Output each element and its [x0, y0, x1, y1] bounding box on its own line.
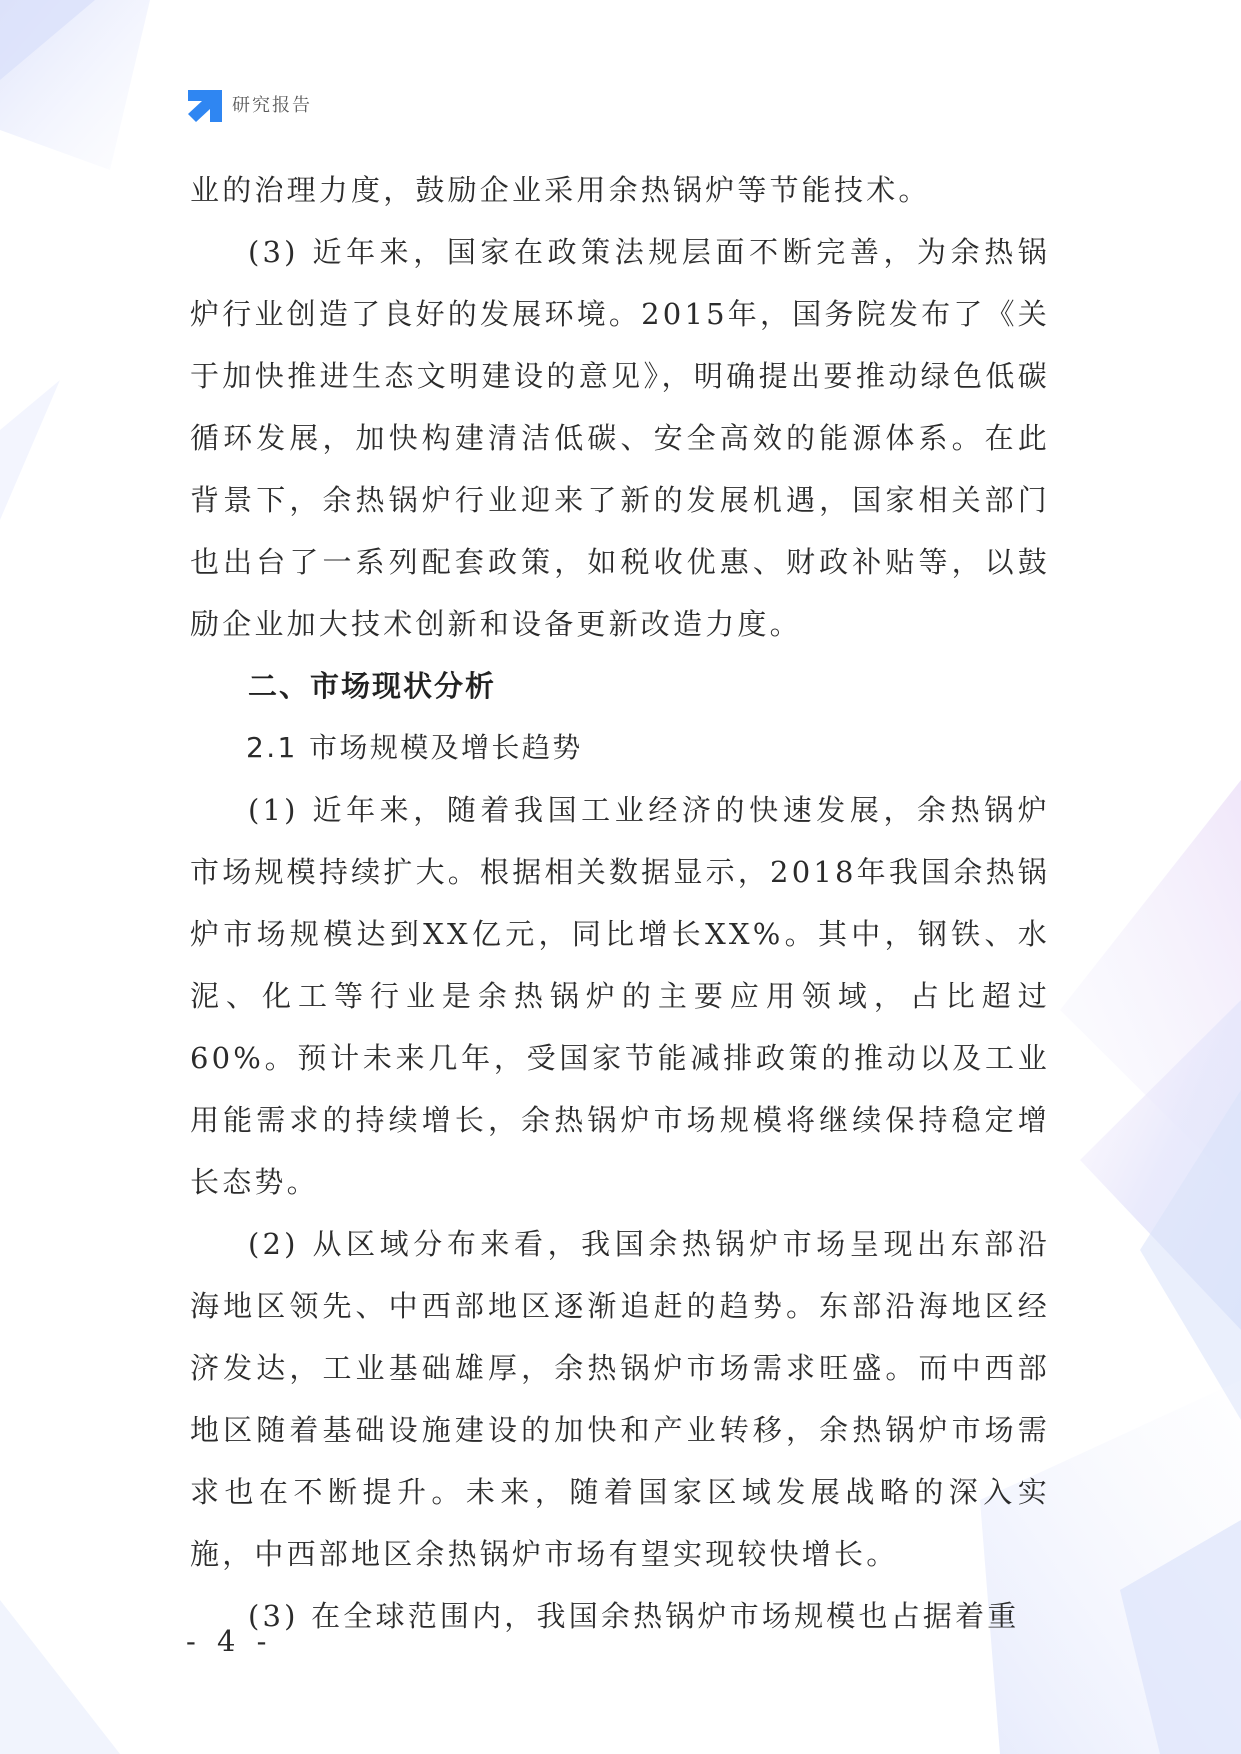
section-heading: 二、市场现状分析	[248, 669, 497, 703]
paragraph-global: (3) 在全球范围内，我国余热锅炉市场规模也占据着重	[248, 1599, 1020, 1633]
document-body	[190, 159, 1050, 1647]
report-header	[188, 88, 312, 124]
paragraph-policy: (3) 近年来，国家在政策法规层面不断完善，为余热锅炉行业创造了良好的发展环境。2015年，国务院发布了《关于加快推进生态文明建设的意见》，明确提出要推动绿色低碳循环发展，加快构建清洁低碳、安全高效的能源体系。在此背景下，余热锅炉行业迎来了新的发展机遇，国家相关部门也出台了一系列配套政策，如税收优惠、财政补贴等，以鼓励企业加大技术创新和设备更新改造力度。	[190, 235, 1050, 641]
paragraph-market-size: (1) 近年来，随着我国工业经济的快速发展，余热锅炉市场规模持续扩大。根据相关数据显示，2018年我国余热锅炉市场规模达到XX亿元，同比增长XX%。其中，钢铁、水泥、化工等行业是余热锅炉的主要应用领域，占比超过60%。预计未来几年，受国家节能减排政策的推动以及工业用能需求的持续增长，余热锅炉市场规模将继续保持稳定增长态势。	[190, 793, 1050, 1199]
header-title: 研究报告	[232, 95, 312, 116]
paragraph-regional: (2) 从区域分布来看，我国余热锅炉市场呈现出东部沿海地区领先、中西部地区逐渐追赶的趋势。东部沿海地区经济发达，工业基础雄厚，余热锅炉市场需求旺盛。而中西部地区随着基础设施建设的加快和产业转移，余热锅炉市场需求也在不断提升。未来，随着国家区域发展战略的深入实施，中西部地区余热锅炉市场有望实现较快增长。	[190, 1227, 1050, 1571]
paragraph-continuation: 业的治理力度，鼓励企业采用余热锅炉等节能技术。	[190, 173, 931, 207]
page-number: - 4 -	[186, 1624, 273, 1658]
subsection-heading: 2.1 市场规模及增长趋势	[246, 731, 583, 764]
arrow-up-right-icon	[188, 90, 222, 122]
